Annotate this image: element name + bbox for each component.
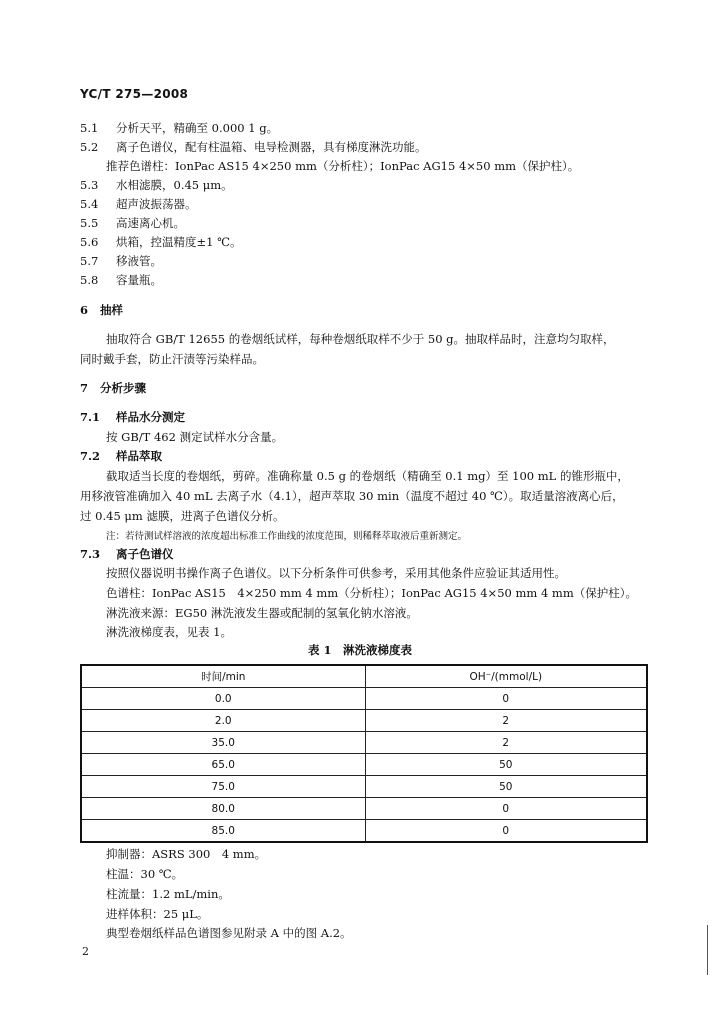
table-row xyxy=(81,798,647,820)
subsection-7-3-heading xyxy=(80,546,174,562)
item-5-5 xyxy=(80,215,185,231)
subsection-title: 样品水分测定 xyxy=(116,410,185,424)
subsection-number: 7.2 xyxy=(80,449,101,463)
item-text: 离子色谱仪，配有柱温箱、电导检测器，具有梯度淋洗功能。 xyxy=(116,140,427,154)
table-cell: 0 xyxy=(365,820,647,843)
table-header-row xyxy=(81,665,647,688)
table-row xyxy=(81,820,647,843)
table-cell: 0 xyxy=(365,688,647,710)
table-cell: 65.0 xyxy=(81,754,365,776)
section-6-heading xyxy=(80,302,123,318)
section-7-heading xyxy=(80,380,146,396)
section-title: 分析步骤 xyxy=(100,381,146,395)
item-5-3 xyxy=(80,177,233,193)
column-header-oh-concentration: OH⁻/(mmol/L) xyxy=(365,665,647,688)
subsection-7-1-text: 按 GB/T 462 测定试样水分含量。 xyxy=(106,430,284,444)
item-5-7 xyxy=(80,253,162,269)
item-5-2-columns xyxy=(106,158,579,174)
scan-edge-line xyxy=(707,925,708,975)
item-text: 高速离心机。 xyxy=(116,216,185,230)
section-number: 6 xyxy=(80,303,89,317)
item-text: 推荐色谱柱：IonPac AS15 4×250 mm（分析柱）；IonPac AG15 4×50 mm（保护柱）。 xyxy=(106,159,580,173)
subsection-title: 样品萃取 xyxy=(116,449,162,463)
item-text: 容量瓶。 xyxy=(116,273,162,287)
subsection-7-1-heading xyxy=(80,409,185,425)
chromatogram-reference-line: 典型卷烟纸样品色谱图参见附录 A 中的图 A.2。 xyxy=(106,926,352,940)
section-6-para-line1: 抽取符合 GB/T 12655 的卷烟纸试样，每种卷烟纸取样不少于 50 g。抽取样品时，注意均匀取样， xyxy=(106,332,615,346)
subsection-7-2-line3: 过 0.45 μm 滤膜，进离子色谱仪分析。 xyxy=(80,509,285,523)
table-row xyxy=(81,776,647,798)
item-number: 5.4 xyxy=(80,197,99,211)
flow-rate-line: 柱流量：1.2 mL/min。 xyxy=(106,887,230,901)
table-cell: 0.0 xyxy=(81,688,365,710)
item-5-1 xyxy=(80,120,278,136)
item-number: 5.5 xyxy=(80,216,99,230)
column-temperature-line: 柱温：30 ℃。 xyxy=(106,867,184,881)
table-cell: 50 xyxy=(365,776,647,798)
table-cell: 85.0 xyxy=(81,820,365,843)
table-cell: 80.0 xyxy=(81,798,365,820)
table-cell: 2 xyxy=(365,710,647,732)
section-6-para-line2: 同时戴手套，防止汗渍等污染样品。 xyxy=(80,352,264,366)
table-cell: 50 xyxy=(365,754,647,776)
item-number: 5.2 xyxy=(80,140,99,154)
item-number: 5.3 xyxy=(80,178,99,192)
subsection-number: 7.1 xyxy=(80,410,101,424)
subsection-number: 7.3 xyxy=(80,547,101,561)
section-title: 抽样 xyxy=(100,303,123,317)
subsection-7-2-heading xyxy=(80,448,162,464)
table-cell: 35.0 xyxy=(81,732,365,754)
item-5-6 xyxy=(80,234,241,250)
item-text: 移液管。 xyxy=(116,254,162,268)
item-text: 超声波振荡器。 xyxy=(116,197,197,211)
document-header-code: YC/T 275—2008 xyxy=(80,87,189,101)
subsection-7-3-line3: 淋洗液来源：EG50 淋洗液发生器或配制的氢氧化钠水溶液。 xyxy=(106,606,418,620)
item-number: 5.6 xyxy=(80,235,99,249)
table-row xyxy=(81,710,647,732)
subsection-7-2-note: 注：若待测试样溶液的浓度超出标准工作曲线的浓度范围，则稀释萃取液后重新测定。 xyxy=(106,531,468,542)
subsection-7-3-line1: 按照仪器说明书操作离子色谱仪。以下分析条件可供参考，采用其他条件应验证其适用性。 xyxy=(106,566,566,580)
table-cell: 2.0 xyxy=(81,710,365,732)
item-5-2 xyxy=(80,139,427,155)
table-row xyxy=(81,754,647,776)
table-cell: 2 xyxy=(365,732,647,754)
table-cell: 0 xyxy=(365,798,647,820)
table-row xyxy=(81,732,647,754)
subsection-7-2-line2: 用移液管准确加入 40 mL 去离子水（4.1），超声萃取 30 min（温度不超过 40 ℃）。取适量溶液离心后， xyxy=(80,489,624,503)
subsection-7-3-line2: 色谱柱：IonPac AS15 4×250 mm 4 mm（分析柱）；IonPac AG15 4×50 mm 4 mm（保护柱）。 xyxy=(106,586,637,600)
item-text: 烘箱，控温精度±1 ℃。 xyxy=(116,235,242,249)
item-number: 5.8 xyxy=(80,273,99,287)
injection-volume-line: 进样体积：25 μL。 xyxy=(106,907,209,921)
subsection-7-2-line1: 截取适当长度的卷烟纸，剪碎。准确称量 0.5 g 的卷烟纸（精确至 0.1 mg）至 100 mL 的锥形瓶中， xyxy=(106,469,629,483)
suppressor-line: 抑制器：ASRS 300 4 mm。 xyxy=(106,847,267,861)
column-header-time: 时间/min xyxy=(81,665,365,688)
gradient-table xyxy=(80,664,648,843)
item-text: 分析天平，精确至 0.000 1 g。 xyxy=(116,121,279,135)
section-number: 7 xyxy=(80,381,89,395)
subsection-title: 离子色谱仪 xyxy=(116,547,174,561)
subsection-7-3-line4: 淋洗液梯度表，见表 1。 xyxy=(106,625,232,639)
table-caption: 表 1 淋洗液梯度表 xyxy=(307,643,412,657)
table-row xyxy=(81,688,647,710)
item-number: 5.1 xyxy=(80,121,99,135)
page-number: 2 xyxy=(82,945,89,958)
item-number: 5.7 xyxy=(80,254,99,268)
item-5-4 xyxy=(80,196,197,212)
table-cell: 75.0 xyxy=(81,776,365,798)
item-5-8 xyxy=(80,272,162,288)
item-text: 水相滤膜，0.45 μm。 xyxy=(116,178,233,192)
